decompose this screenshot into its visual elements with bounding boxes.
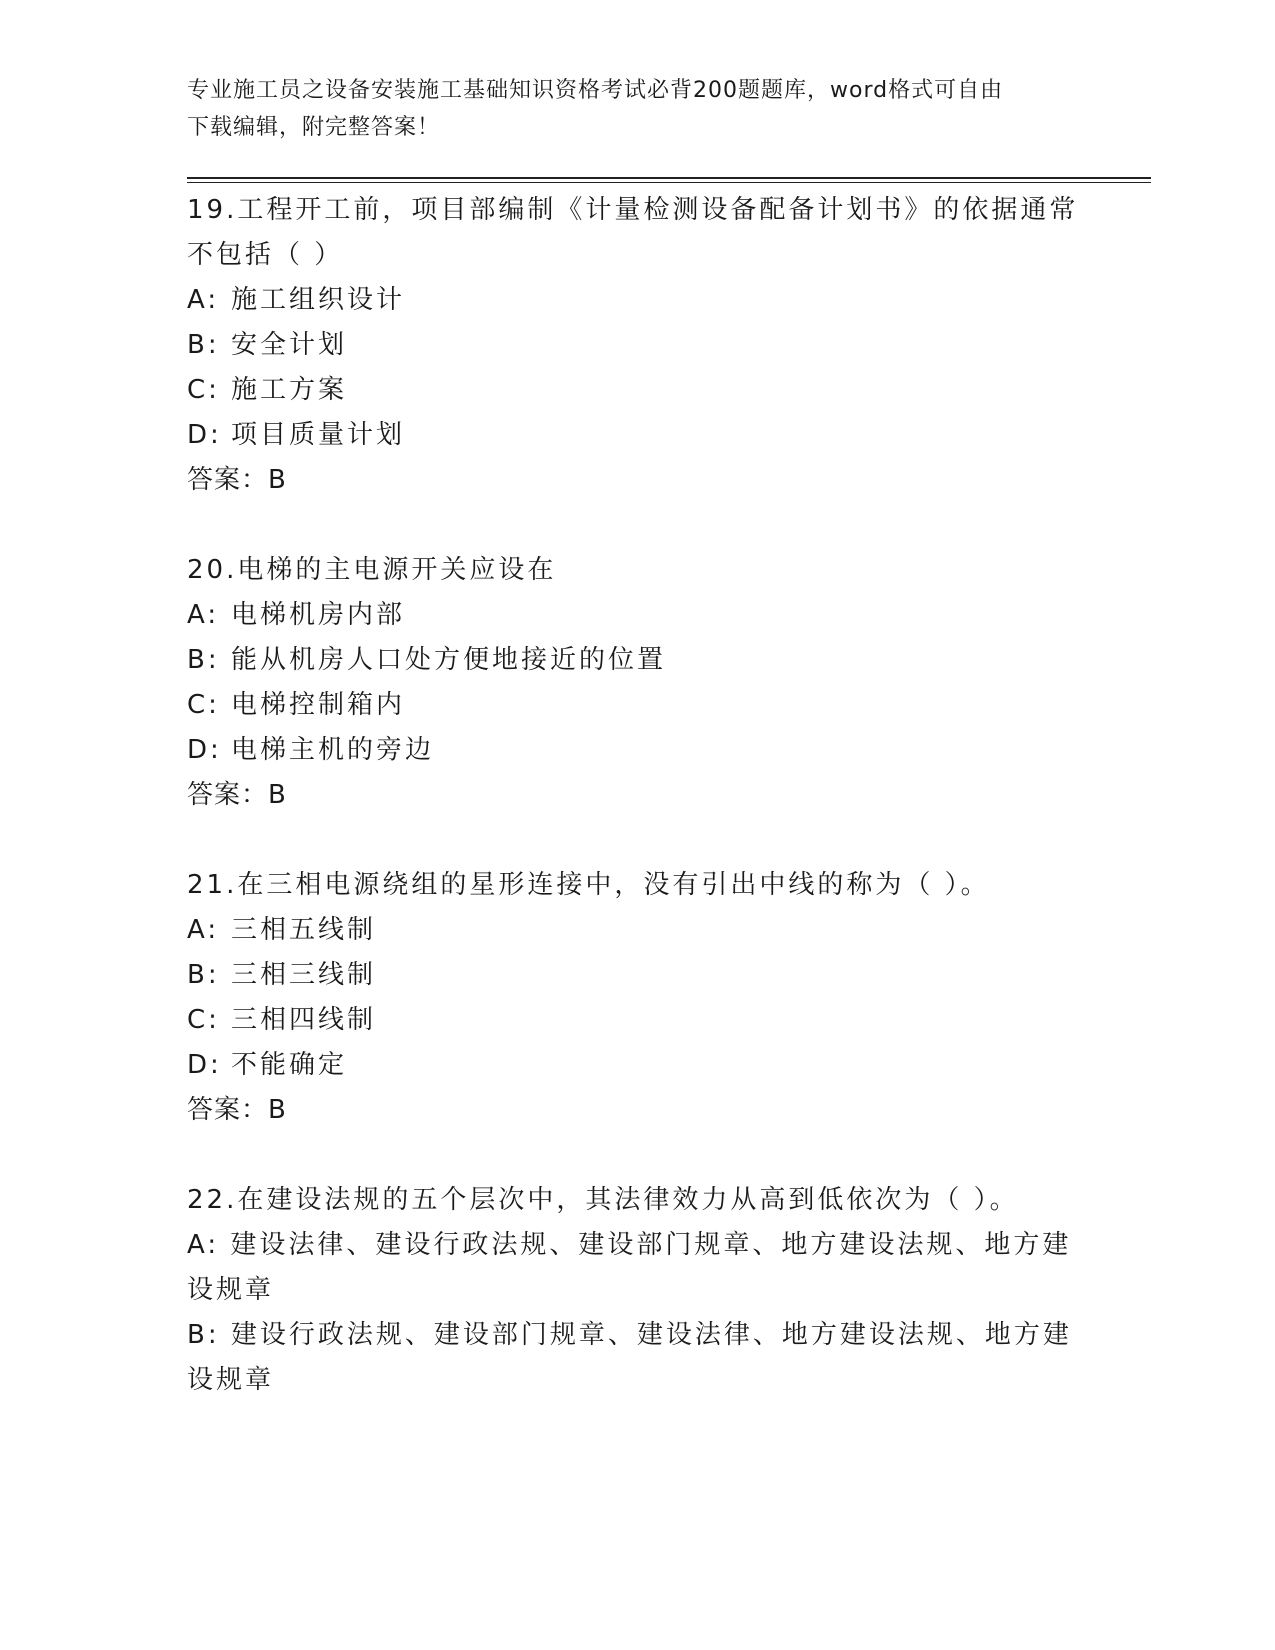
header-line-1: 专业施工员之设备安装施工基础知识资格考试必背200题题库，word格式可自由 xyxy=(187,78,1004,103)
option-a xyxy=(187,908,1087,953)
question-list xyxy=(187,188,1087,1448)
option-d xyxy=(187,1043,1087,1088)
document-header xyxy=(187,72,1067,146)
option-c xyxy=(187,683,1087,728)
option-key: C: xyxy=(187,375,220,405)
question-21 xyxy=(187,863,1087,1133)
option-b xyxy=(187,323,1087,368)
header-line-2: 下载编辑，附完整答案！ xyxy=(187,115,441,140)
option-key: B: xyxy=(187,960,220,990)
question-text-line: 不包括（ ） xyxy=(187,240,344,270)
option-text: 电梯主机的旁边 xyxy=(231,735,435,765)
option-text: 项目质量计划 xyxy=(231,420,406,450)
answer-line: 答案：B xyxy=(187,780,287,810)
option-key: A: xyxy=(187,285,220,315)
option-key: B: xyxy=(187,330,220,360)
option-text: 不能确定 xyxy=(231,1050,348,1080)
option-key: D: xyxy=(187,735,222,765)
question-text-line: 21.在三相电源绕组的星形连接中，没有引出中线的称为（ ）。 xyxy=(187,870,990,900)
option-key: C: xyxy=(187,1005,220,1035)
answer-line: 答案：B xyxy=(187,1095,287,1125)
option-text-line: 设规章 xyxy=(187,1365,275,1395)
question-20 xyxy=(187,548,1087,818)
option-a xyxy=(187,593,1087,638)
option-key: C: xyxy=(187,690,220,720)
option-b xyxy=(187,1313,1087,1403)
option-text: 三相三线制 xyxy=(231,960,377,990)
option-key: D: xyxy=(187,420,222,450)
option-c xyxy=(187,998,1087,1043)
option-text: 电梯机房内部 xyxy=(231,600,406,630)
answer-line: 答案：B xyxy=(187,465,287,495)
question-text-line: 22.在建设法规的五个层次中，其法律效力从高到低依次为（ ）。 xyxy=(187,1185,1019,1215)
option-text: 施工方案 xyxy=(231,375,348,405)
question-22 xyxy=(187,1178,1087,1403)
option-text: 施工组织设计 xyxy=(231,285,406,315)
question-text-line: 19.工程开工前，项目部编制《计量检测设备配备计划书》的依据通常 xyxy=(187,195,1079,225)
option-key: A: xyxy=(187,600,220,630)
option-c xyxy=(187,368,1087,413)
question-text-line: 20.电梯的主电源开关应设在 xyxy=(187,555,557,585)
option-a xyxy=(187,278,1087,323)
option-key: A: xyxy=(187,915,220,945)
option-text: 电梯控制箱内 xyxy=(231,690,406,720)
option-a xyxy=(187,1223,1087,1313)
option-text: 能从机房人口处方便地接近的位置 xyxy=(231,645,667,675)
header-divider-thin xyxy=(187,182,1151,183)
option-d xyxy=(187,413,1087,458)
option-text: 三相四线制 xyxy=(231,1005,377,1035)
option-b xyxy=(187,953,1087,998)
option-text-line: 设规章 xyxy=(187,1275,275,1305)
option-text-line: B: 建设行政法规、建设部门规章、建设法律、地方建设法规、地方建 xyxy=(187,1320,1072,1350)
option-text: 三相五线制 xyxy=(231,915,377,945)
option-key: B: xyxy=(187,645,220,675)
option-b xyxy=(187,638,1087,683)
option-text: 安全计划 xyxy=(231,330,348,360)
option-d xyxy=(187,728,1087,773)
option-key: D: xyxy=(187,1050,222,1080)
question-19 xyxy=(187,188,1087,503)
header-divider-thick xyxy=(187,177,1151,179)
option-text-line: A: 建设法律、建设行政法规、建设部门规章、地方建设法规、地方建 xyxy=(187,1230,1072,1260)
